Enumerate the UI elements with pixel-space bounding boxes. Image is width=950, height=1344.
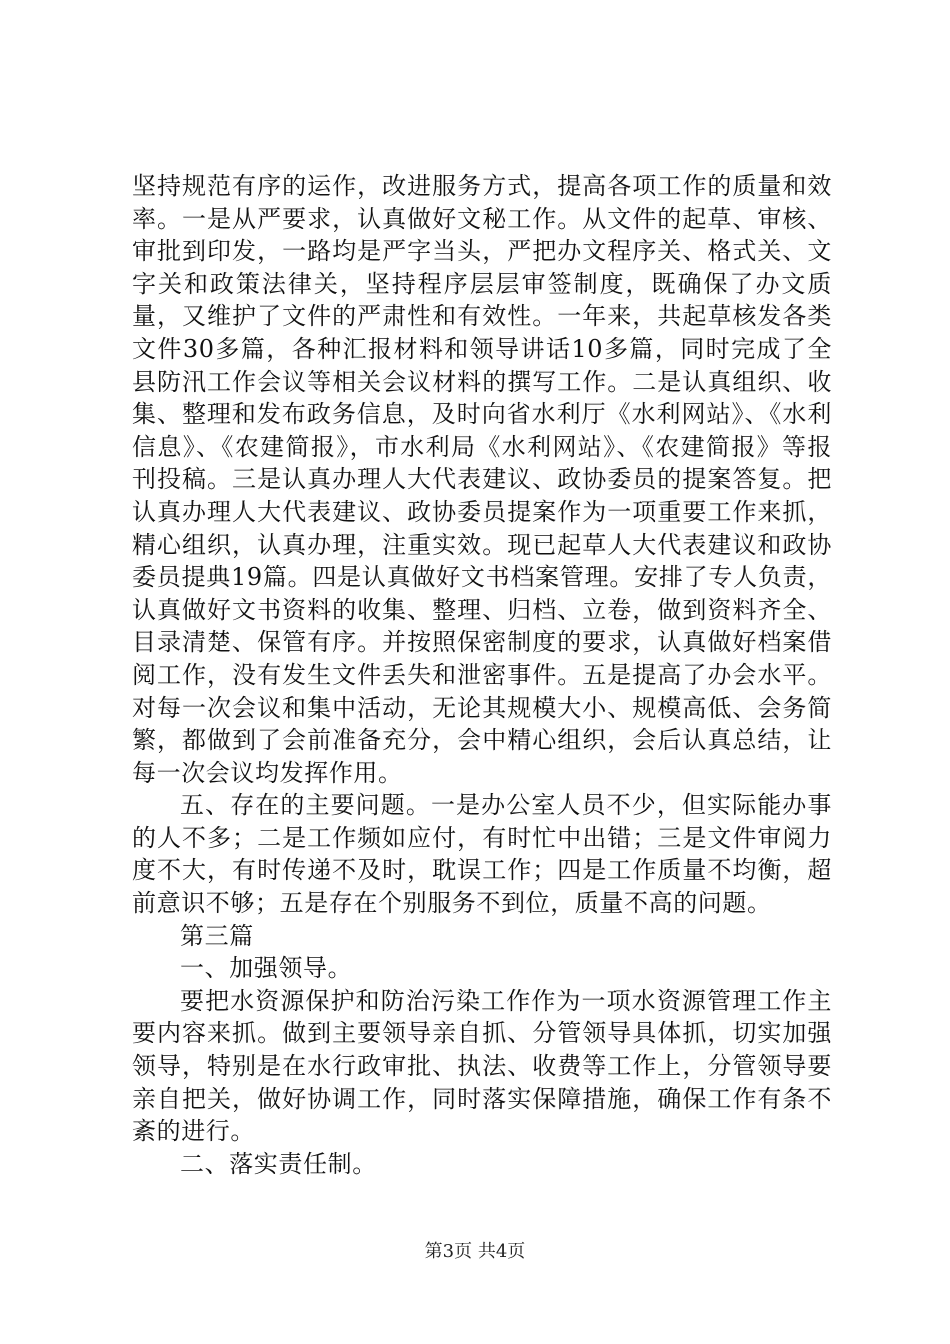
section-heading-part-three: 第三篇 [180, 921, 254, 950]
page-footer: 第3页 共4页 [424, 1241, 526, 1262]
document-body [132, 170, 832, 1180]
paragraph-main-problems: 五、存在的主要问题。一是办公室人员不少，但实际能办事的人不多；二是工作频如应付，有时忙中出错；三是文件审阅力度不大，有时传递不及时，耽误工作；四是工作质量不均衡，超前意识不够；五是存在个别服务不到位，质量不高的问题。 [132, 791, 832, 918]
paragraph-work-summary: 坚持规范有序的运作，改进服务方式，提高各项工作的质量和效率。一是从严要求，认真做好文秘工作。从文件的起草、审核、审批到印发，一路均是严字当头，严把办文程序关、格式关、文字关和政策法律关，坚持程序层层审签制度，既确保了办文质量，又维护了文件的严肃性和有效性。一年来，共起草核发各类文件30多篇，各种汇报材料和领导讲话10多篇，同时完成了全县防汛工作会议等相关会议材料的撰写工作。二是认真组织、收集、整理和发布政务信息，及时向省水利厅《水利网站》、《水利信息》、《农建简报》，市水利局《水利网站》、《农建简报》等报刊投稿。三是认真办理人大代表建议、政协委员的提案答复。把认真办理人大代表建议、政协委员提案作为一项重要工作来抓，精心组织，认真办理，注重实效。现已起草人大代表建议和政协委员提典19篇。四是认真做好文书档案管理。安排了专人负责，认真做好文书资料的收集、整理、归档、立卷，做到资料齐全、目录清楚、保管有序。并按照保密制度的要求，认真做好档案借阅工作，没有发生文件丢失和泄密事件。五是提高了办会水平。对每一次会议和集中活动，无论其规模大小、规模高低、会务简繁，都做到了会前准备充分，会中精心组织，会后认真总结，让每一次会议均发挥作用。 [132, 172, 832, 787]
heading-strengthen-leadership: 一、加强领导。 [180, 954, 353, 983]
heading-responsibility-system: 二、落实责任制。 [180, 1149, 377, 1178]
paragraph-leadership-detail: 要把水资源保护和防治污染工作作为一项水资源管理工作主要内容来抓。做到主要领导亲自抓、分管领导具体抓，切实加强领导，特别是在水行政审批、执法、收费等工作上，分管领导要亲自把关，做好协调工作，同时落实保障措施，确保工作有条不紊的进行。 [132, 986, 832, 1146]
